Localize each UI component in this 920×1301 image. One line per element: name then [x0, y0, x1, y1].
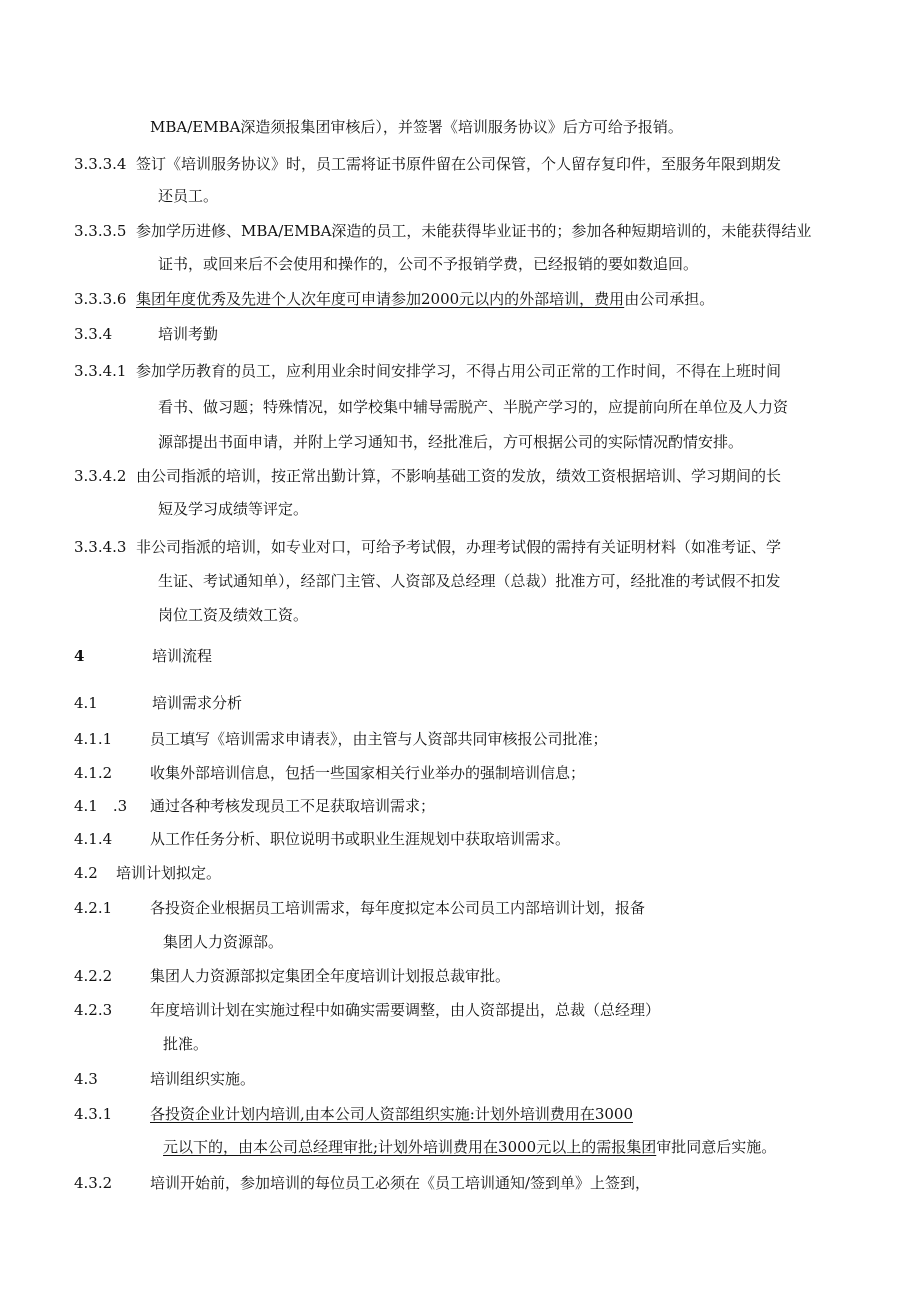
paragraph-line: 签订《培训服务协议》时，员工需将证书原件留在公司保管，个人留存复印件，至服务年限到期发	[136, 155, 782, 173]
paragraph-line	[136, 289, 714, 309]
paragraph-line: 各投资企业根据员工培训需求，每年度拟定本公司员工内部培训计划，报备	[150, 899, 646, 917]
paragraph-line: MBA/EMBA深造须报集团审核后），并签署《培训服务协议》后方可给予报销。	[150, 118, 683, 136]
paragraph-line: 证书，或回来后不会使用和操作的，公司不予报销学费，已经报销的要如数追回。	[158, 255, 699, 273]
section-number: 3.3.4.2	[74, 467, 127, 485]
section-title: 培训需求分析	[152, 694, 243, 712]
section-number: 4.2.1	[74, 899, 113, 917]
underlined-text: 各投资企业计划内培训,由本公司人资部组织实施:计划外培训费用在3000	[150, 1105, 633, 1123]
section-number: 3.3.4.3	[74, 538, 127, 556]
section-number: 4.2.3	[74, 1001, 113, 1019]
section-number: 4.1.2	[74, 764, 113, 782]
paragraph-line: 集团人力资源部。	[163, 933, 284, 951]
paragraph-line: 由公司指派的培训，按正常出勤计算，不影响基础工资的发放，绩效工资根据培训、学习期间的长	[136, 467, 782, 485]
paragraph-line: 参加学历进修、MBA/EMBA深造的员工，未能获得毕业证书的；参加各种短期培训的，未能获得结业	[136, 222, 812, 240]
paragraph-line: 生证、考试通知单），经部门主管、人资部及总经理（总裁）批准方可，经批准的考试假不扣发	[158, 572, 781, 590]
section-number: 4.2	[74, 864, 98, 882]
section-number: 4.1	[74, 694, 98, 712]
section-number: 4.3	[74, 1070, 98, 1088]
paragraph-line: 批准。	[163, 1035, 209, 1053]
section-number: 3.3.3.6	[74, 290, 127, 308]
paragraph-line: 非公司指派的培训，如专业对口，可给予考试假，办理考试假的需持有关证明材料（如准考证、学	[136, 538, 782, 556]
underlined-text: 元以下的，由本公司总经理审批;计划外培训费用在3000元以上的需报集团	[163, 1138, 657, 1156]
section-number: 3.3.4	[74, 325, 113, 343]
paragraph-line: 通过各种考核发现员工不足获取培训需求；	[150, 797, 436, 815]
section-title: 培训考勤	[158, 325, 219, 343]
paragraph-line: 集团人力资源部拟定集团全年度培训计划报总裁审批。	[150, 967, 511, 985]
paragraph-line: 收集外部培训信息，包括一些国家相关行业举办的强制培训信息；	[150, 764, 586, 782]
section-title: 培训计划拟定。	[116, 864, 222, 882]
section-number: 4.1.1	[74, 730, 113, 748]
paragraph-line: 看书、做习题；特殊情况，如学校集中辅导需脱产、半脱产学习的，应提前向所在单位及人力资	[158, 398, 789, 416]
section-title: 培训流程	[152, 647, 213, 665]
section-number: 3.3.3.5	[74, 222, 127, 240]
paragraph-line: 年度培训计划在实施过程中如确实需要调整，由人资部提出，总裁（总经理）	[150, 1001, 661, 1019]
plain-text: 审批同意后实施。	[656, 1138, 777, 1156]
section-number: 4.1.4	[74, 830, 113, 848]
section-number: 4.2.2	[74, 967, 113, 985]
section-number: 4.3.1	[74, 1105, 113, 1123]
paragraph-line: 员工填写《培训需求申请表》，由主管与人资部共同审核报公司批准；	[150, 730, 608, 748]
section-title: 培训组织实施。	[150, 1070, 256, 1088]
section-number: 3.3.3.4	[74, 155, 127, 173]
paragraph-line	[163, 1137, 776, 1157]
paragraph-line: 培训开始前，参加培训的每位员工必须在《员工培训通知/签到单》上签到，	[150, 1174, 651, 1192]
section-number: 4.3.2	[74, 1174, 113, 1192]
paragraph-line: 还员工。	[158, 187, 219, 205]
paragraph-line: 短及学习成绩等评定。	[158, 500, 309, 518]
paragraph-line: 参加学历教育的员工，应利用业余时间安排学习，不得占用公司正常的工作时间，不得在上班时间	[136, 362, 782, 380]
section-number: 4.1 .3	[74, 797, 128, 815]
paragraph-line: 源部提出书面申请，并附上学习通知书，经批准后，方可根据公司的实际情况酌情安排。	[158, 433, 744, 451]
paragraph-line: 岗位工资及绩效工资。	[158, 606, 309, 624]
plain-text: 由公司承担。	[624, 290, 715, 308]
section-number: 3.3.4.1	[74, 362, 127, 380]
section-number: 4	[74, 647, 85, 665]
underlined-text: 集团年度优秀及先进个人次年度可申请参加2000元以内的外部培训，费用	[136, 290, 625, 308]
paragraph-line: 从工作任务分析、职位说明书或职业生涯规划中获取培训需求。	[150, 830, 571, 848]
